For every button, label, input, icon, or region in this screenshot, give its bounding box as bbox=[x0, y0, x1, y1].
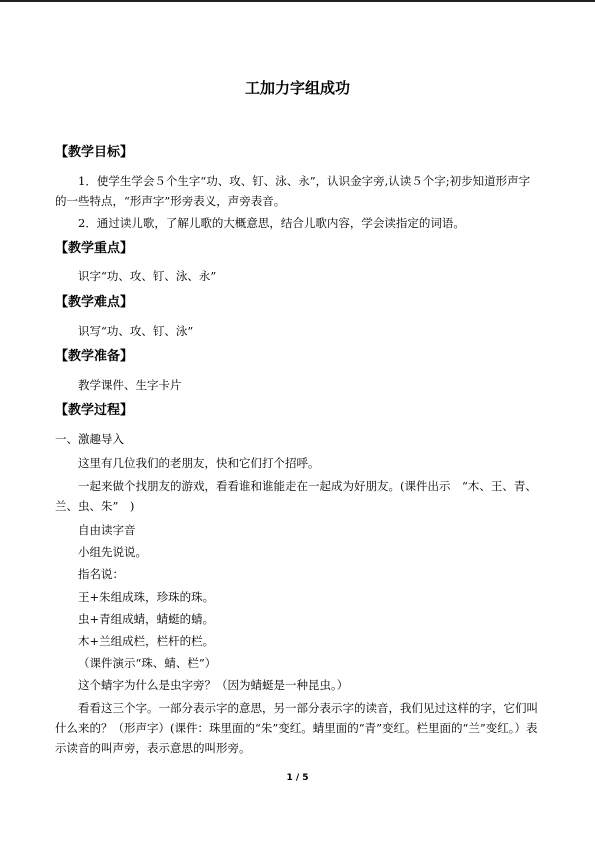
process-line-11: 看看这三个字。一部分表示字的意思，另一部分表示字的读音，我们见过这样的字，它们叫什么来的？（形声字）(课件：珠里面的“朱”变红。蜻里面的“青”变红。栏里面的“兰”变红。）表示读音的叫声旁，表示意思的叫形旁。 bbox=[55, 701, 538, 755]
heading-difficulties: 【教学难点】 bbox=[55, 295, 134, 310]
heading-key-points: 【教学重点】 bbox=[55, 241, 134, 256]
preparation-text: 教学课件、生字卡片 bbox=[78, 378, 182, 392]
process-line-5: 指名说： bbox=[78, 567, 124, 581]
process-step1-title: 一、激趣导入 bbox=[55, 432, 124, 446]
process-line-10: 这个蜻字为什么是虫字旁？（因为蜻蜓是一种昆虫。） bbox=[78, 678, 349, 692]
goal-item-2: 2．通过读儿歌，了解儿歌的大概意思，结合儿歌内容，学会读指定的词语。 bbox=[78, 216, 465, 230]
process-line-3: 自由读字音 bbox=[78, 523, 136, 537]
process-line-4: 小组先说说。 bbox=[78, 545, 147, 559]
heading-process: 【教学过程】 bbox=[55, 403, 134, 418]
goal-item-1: 1．使学生学会５个生字“功、攻、钉、泳、永”，认识金字旁,认读５个字;初步知道形声字的一些特点，“形声字”形旁表义，声旁表音。 bbox=[55, 174, 531, 208]
document-title: 工加力字组成功 bbox=[244, 79, 350, 97]
difficulties-text: 识写“功、攻、钉、泳” bbox=[78, 324, 194, 338]
process-line-2: 一起来做个找朋友的游戏，看看谁和谁能走在一起成为好朋友。(课件出示 “木、王、青、兰、虫、朱” ) bbox=[55, 479, 537, 513]
process-line-7: 虫+青组成蜻，蜻蜓的蜻。 bbox=[78, 612, 215, 626]
process-line-1: 这里有几位我们的老朋友，快和它们打个招呼。 bbox=[78, 456, 320, 470]
heading-preparation: 【教学准备】 bbox=[55, 349, 134, 364]
process-line-8: 木+兰组成栏，栏杆的栏。 bbox=[78, 634, 215, 648]
process-line-6: 王+朱组成珠，珍珠的珠。 bbox=[78, 590, 215, 604]
heading-teaching-goals: 【教学目标】 bbox=[55, 145, 134, 160]
process-line-9: （课件演示“珠、蜻、栏”） bbox=[78, 656, 217, 670]
page-number: 1 / 5 bbox=[286, 773, 309, 783]
key-points-text: 识字“功、攻、钉、泳、永” bbox=[78, 269, 217, 283]
